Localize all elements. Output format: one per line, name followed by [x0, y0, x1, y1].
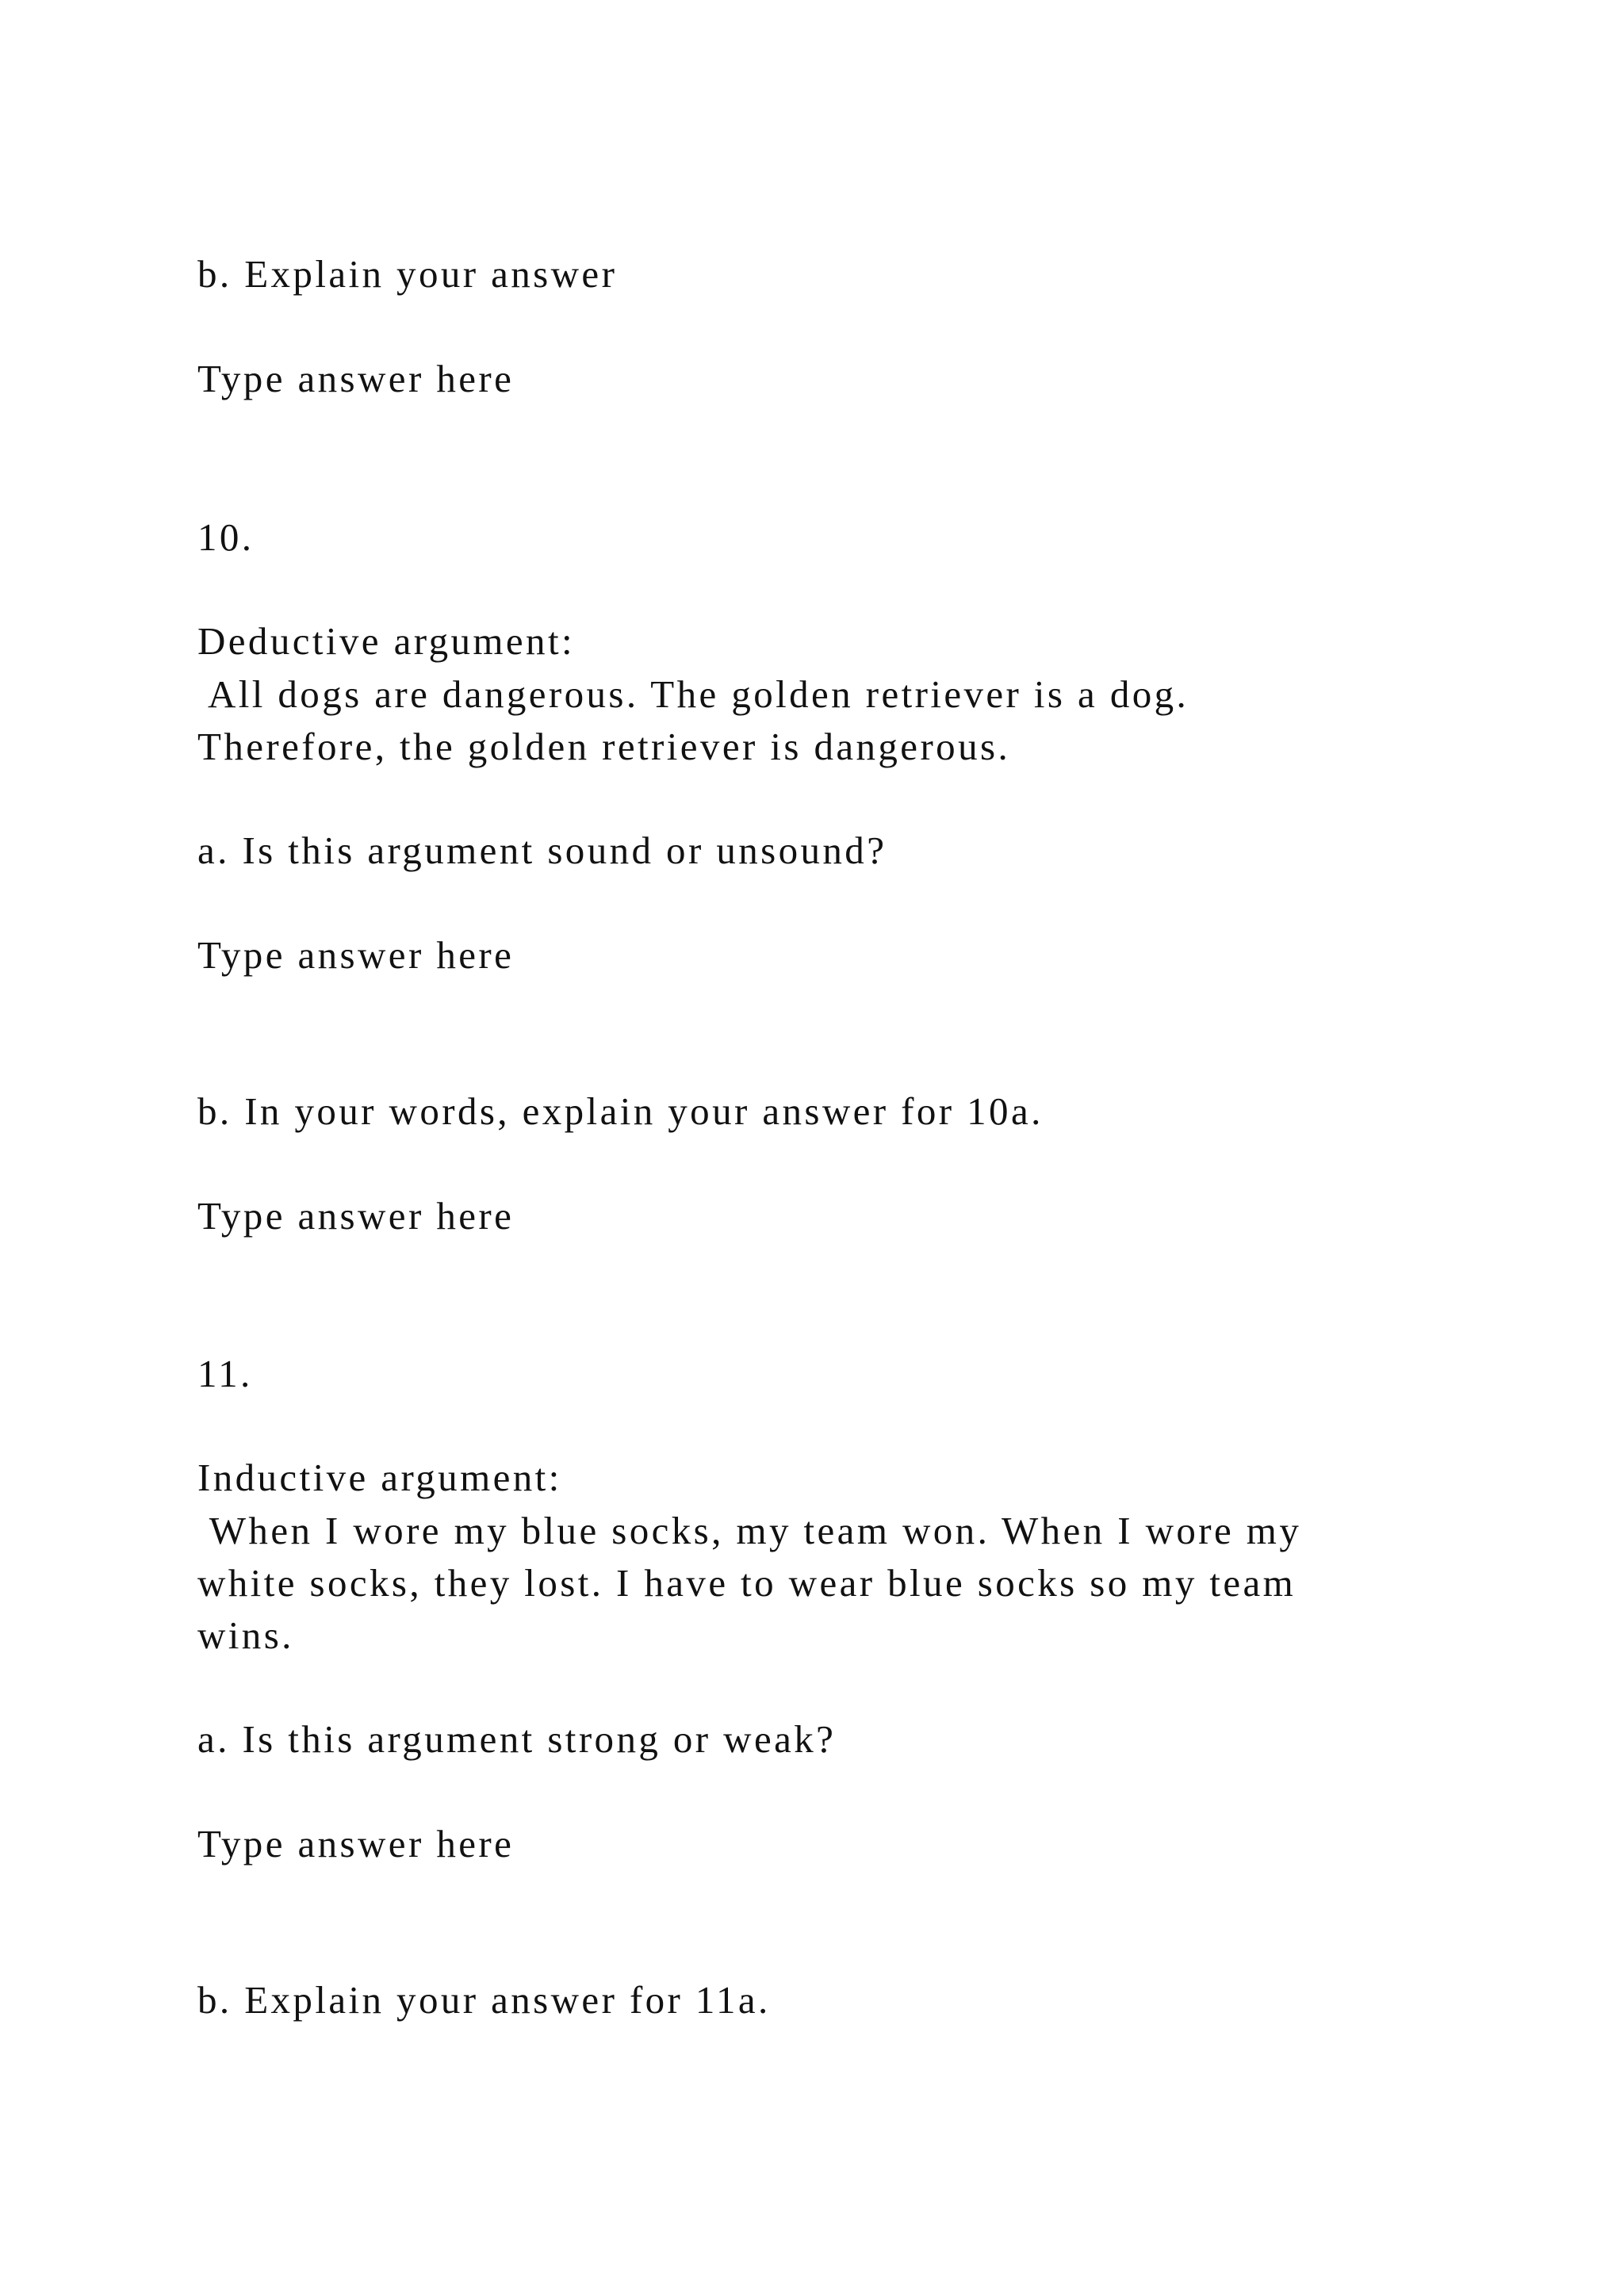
q10-part-b-answer-field[interactable]: Type answer here	[197, 1194, 515, 1238]
q11-part-b-prompt: b. Explain your answer for 11a.	[197, 1978, 771, 2022]
q10-part-a-answer-field[interactable]: Type answer here	[197, 933, 515, 977]
q11-argument-line: When I wore my blue socks, my team won. When I wore my	[197, 1509, 1302, 1552]
q11-argument-label: Inductive argument:	[197, 1456, 562, 1499]
q10-number: 10.	[197, 515, 255, 559]
q10-part-a-prompt: a. Is this argument sound or unsound?	[197, 828, 887, 872]
q11-number: 11.	[197, 1352, 253, 1395]
q10-part-b-prompt: b. In your words, explain your answer for 10a.	[197, 1089, 1044, 1133]
q11-argument-line: white socks, they lost. I have to wear blue socks so my team	[197, 1561, 1297, 1605]
q9-part-b-prompt: b. Explain your answer	[197, 252, 618, 296]
q9-part-b-answer-field[interactable]: Type answer here	[197, 357, 515, 400]
q10-argument-line: All dogs are dangerous. The golden retriever is a dog.	[197, 672, 1189, 716]
q11-part-a-prompt: a. Is this argument strong or weak?	[197, 1717, 837, 1761]
q11-argument-line: wins.	[197, 1613, 294, 1657]
q10-argument-label: Deductive argument:	[197, 619, 575, 663]
q11-part-a-answer-field[interactable]: Type answer here	[197, 1822, 515, 1866]
q10-argument-line: Therefore, the golden retriever is dangerous.	[197, 725, 1011, 768]
